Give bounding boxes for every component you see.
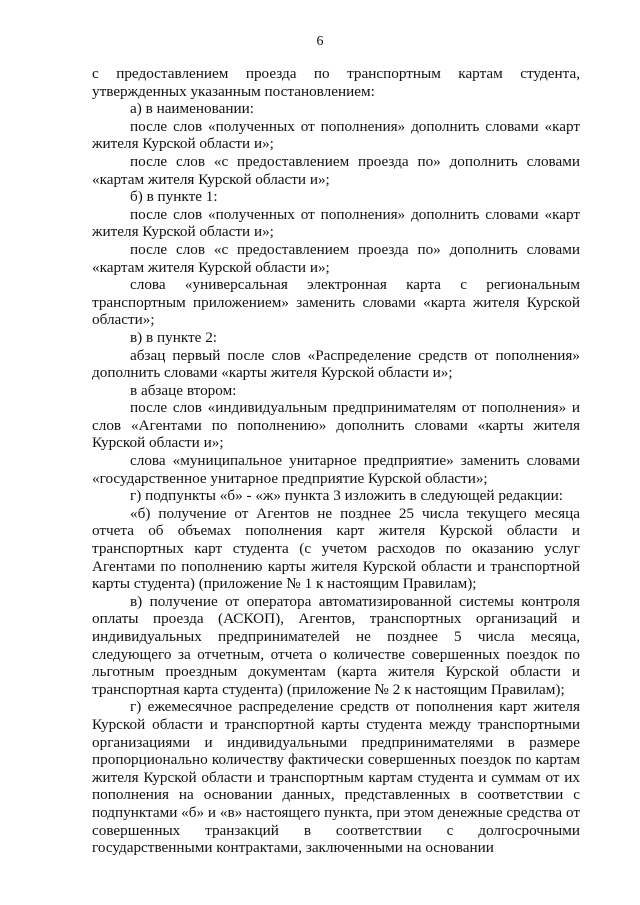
paragraph: с предоставлением проезда по транспортным картам студента, утвержденных указанным постановлением: <box>92 65 580 100</box>
paragraph: после слов «полученных от пополнения» дополнить словами «карт жителя Курской области и»; <box>92 117 580 153</box>
paragraph: а) в наименовании: <box>130 100 254 118</box>
paragraph: абзац первый после слов «Распределение средств от пополнения» дополнить словами «карты жителя Курской области и»; <box>92 346 580 382</box>
paragraph: г) подпункты «б» - «ж» пункта 3 изложить в следующей редакции: <box>130 487 563 505</box>
paragraph: после слов «с предоставлением проезда по» дополнить словами «картам жителя Курской области и»; <box>92 152 580 188</box>
paragraph: в) в пункте 2: <box>130 328 218 346</box>
paragraph: слова «муниципальное унитарное предприятие» заменить словами «государственное унитарное предприятие Курской области»; <box>92 452 580 487</box>
paragraph: г) ежемесячное распределение средств от пополнения карт жителя Курской области и транспортной карты студента между транспортными организациями и индивидуальными предпринимателями в размере пропорционально количеству фактически совершенных поездок по картам жителя Курской области и транспортным картам студента и суммам от их пополнения на основании данных, представленных в соответствии с подпунктами «б» и «в» настоящего пункта, при этом денежные средства от совершенных транзакций в соответствии с долгосрочными государственными контрактами, заключенными на основании <box>92 698 580 857</box>
paragraph: после слов «с предоставлением проезда по» дополнить словами «картам жителя Курской области и»; <box>92 240 580 276</box>
paragraph: после слов «полученных от пополнения» дополнить словами «карт жителя Курской области и»; <box>92 205 580 241</box>
paragraph: слова «универсальная электронная карта с региональным транспортным приложением» заменить словами «карта жителя Курской области»; <box>92 276 580 329</box>
paragraph: в абзаце втором: <box>130 381 237 399</box>
page-number: 6 <box>316 34 324 49</box>
document-body <box>92 65 580 857</box>
paragraph: в) получение от оператора автоматизированной системы контроля оплаты проезда (АСКОП), Агентов, транспортных организаций и индивидуальных предпринимателей не позднее 5 числа месяца, следующего за отчетным, отчета о количестве совершенных поездок по льготным проездным документам (карта жителя Курской области и транспортная карта студента) (приложение № 2 к настоящим Правилам); <box>92 592 580 698</box>
paragraph: б) в пункте 1: <box>130 188 218 206</box>
paragraph: после слов «индивидуальным предпринимателям от пополнения» и слов «Агентами по пополнению» дополнить словами «карты жителя Курской области и»; <box>92 399 580 452</box>
paragraph: «б) получение от Агентов не позднее 25 числа текущего месяца отчета об объемах пополнения карт жителя Курской области и транспортных карт студента (с учетом расходов по оказанию услуг Агентами по пополнению карты жителя Курской области и транспортной карты студента) (приложение № 1 к настоящим Правилам); <box>92 504 580 593</box>
